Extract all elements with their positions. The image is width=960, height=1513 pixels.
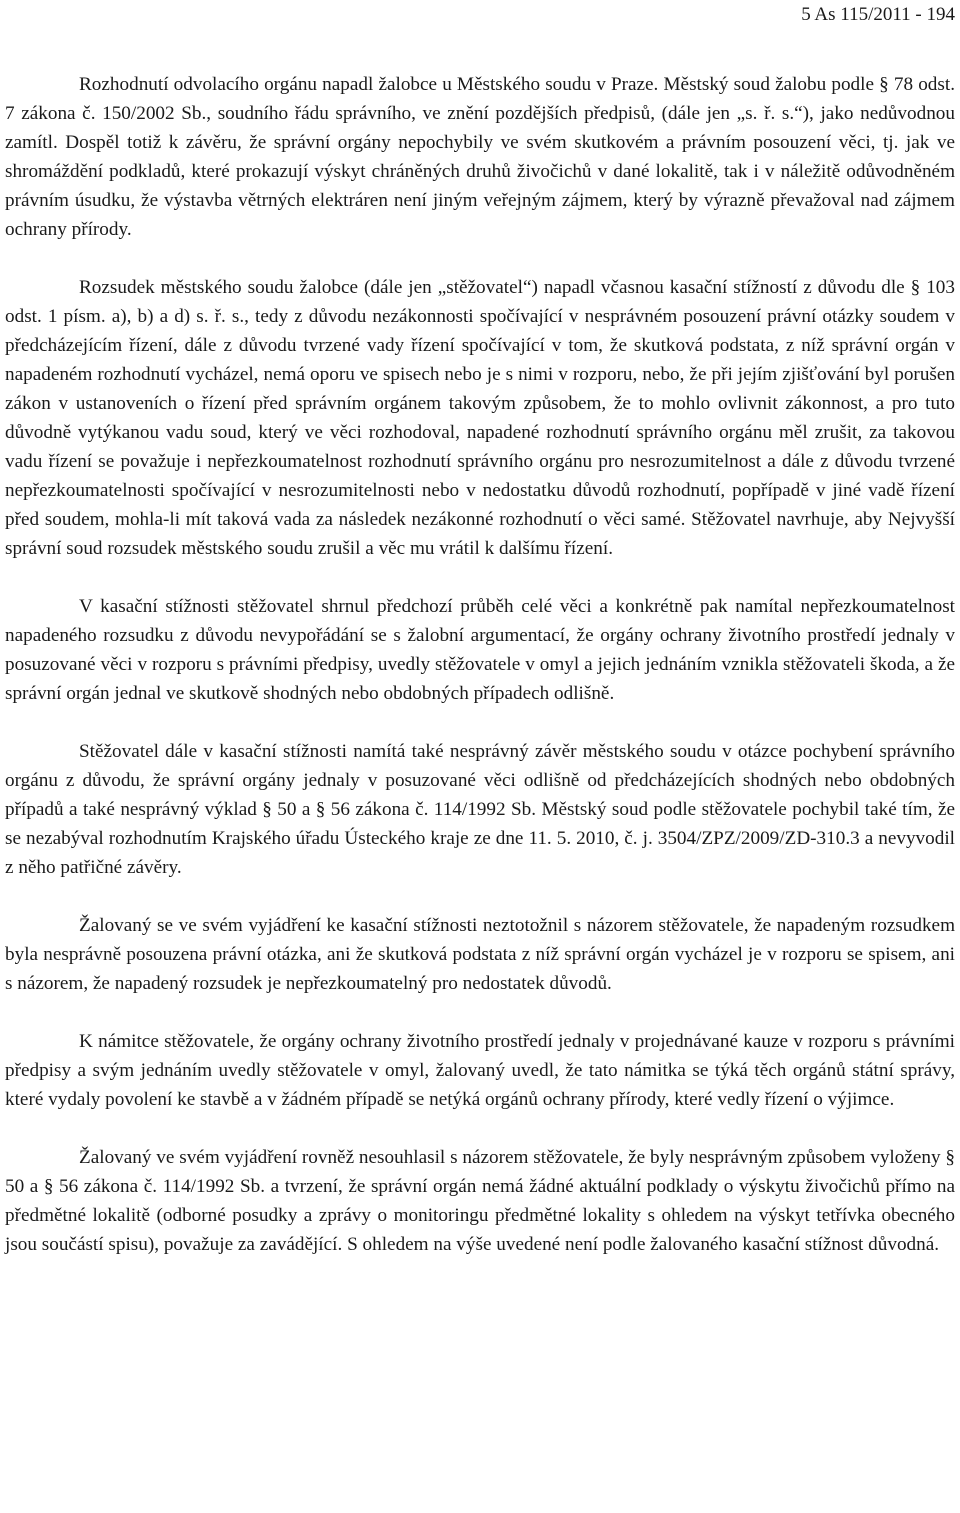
case-reference-header: 5 As 115/2011 - 194 — [801, 4, 955, 25]
paragraph-defendant-conclusion: Žalovaný ve svém vyjádření rovněž nesouhlasil s názorem stěžovatele, že byly nesprávným způsobem vyloženy § 50 a § 56 zákona č. 114/1992 Sb. a tvrzení, že správní orgán nemá žádné aktuální podklady o výskytu živočichů přímo na předmětné lokalitě (odborné posudky a zprávy o monitoringu předmětné lokality s ohledem na výskyt tetřívka obecného jsou součástí spisu), považuje za zavádějící. S ohledem na výše uvedené není podle žalovaného kasační stížnost důvodná. — [5, 1147, 955, 1255]
paragraph-appeal-rejected: Rozhodnutí odvolacího orgánu napadl žalobce u Městského soudu v Praze. Městský soud žalobu podle § 78 odst. 7 zákona č. 150/2002 Sb., soudního řádu správního, ve znění pozdějších předpisů, (dále jen „s. ř. s.“), jako nedůvodnou zamítl. Dospěl totiž k závěru, že správní orgány nepochybily ve svém skutkovém a právním posouzení věci, tj. jak ve shromáždění podkladů, které prokazují výskyt chráněných druhů živočichů v dané lokalitě, tak i v náležitě odůvodněném právním úsudku, že výstavba větrných elektráren není jiným veřejným zájmem, který by výrazně převažoval nad zájmem ochrany přírody. — [5, 74, 955, 240]
paragraph-complainant-objections: V kasační stížnosti stěžovatel shrnul předchozí průběh celé věci a konkrétně pak namítal nepřezkoumatelnost napadeného rozsudku z důvodu nevypořádání se s žalobní argumentací, že orgány ochrany životního prostředí jednaly v posuzované věci v rozporu s právními předpisy, uvedly stěžovatele v omyl a jejich jednáním vznikla stěžovateli škoda, a že správní orgán jednal ve skutkově shodných nebo obdobných případech odlišně. — [5, 596, 955, 704]
paragraph-defendant-on-authorities: K námitce stěžovatele, že orgány ochrany životního prostředí jednaly v projednávané kauze v rozporu s právními předpisy a svým jednáním uvedly stěžovatele v omyl, žalovaný uvedl, že tato námitka se týká těch orgánů státní správy, které vydaly povolení ke stavbě a v žádném případě se netýká orgánů ochrany přírody, které vedly řízení o výjimce. — [5, 1031, 955, 1110]
paragraph-complainant-further-objections: Stěžovatel dále v kasační stížnosti namítá také nesprávný závěr městského soudu v otázce pochybení správního orgánu z důvodu, že správní orgány jednaly v posuzované věci odlišně od předcházejících shodných nebo obdobných případů a také nesprávný výklad § 50 a § 56 zákona č. 114/1992 Sb. Městský soud podle stěžovatele pochybil také tím, že se nezabýval rozhodnutím Krajského úřadu Ústeckého kraje ze dne 11. 5. 2010, č. j. 3504/ZPZ/2009/ZD-310.3 a nevyvodil z něho patřičné závěry. — [5, 741, 955, 878]
paragraph-defendant-response: Žalovaný se ve svém vyjádření ke kasační stížnosti neztotožnil s názorem stěžovatele, že napadeným rozsudkem byla nesprávně posouzena právní otázka, ani že skutková podstata z níž správní orgán vycházel je v rozporu se spisem, ani s názorem, že napadený rozsudek je nepřezkoumatelný pro nedostatek důvodů. — [5, 915, 955, 994]
document-body — [5, 70, 955, 1288]
paragraph-cassation-grounds: Rozsudek městského soudu žalobce (dále jen „stěžovatel“) napadl včasnou kasační stížností z důvodu dle § 103 odst. 1 písm. a), b) a d) s. ř. s., tedy z důvodu nezákonnosti spočívající v nesprávném posouzení právní otázky soudem v předcházejícím řízení, dále z důvodu tvrzené vady řízení spočívající v tom, že skutková podstata, z níž správní orgán v napadeném rozhodnutí vycházel, nemá oporu ve spisech nebo je s nimi v rozporu, nebo, že při jejím zjišťování byl porušen zákon v ustanoveních o řízení před správním orgánem takovým způsobem, že to mohlo ovlivnit zákonnost, a pro tuto důvodně vytýkanou vadu soud, který ve věci rozhodoval, napadené rozhodnutí správního orgánu měl zrušit, za takovou vadu řízení se považuje i nepřezkoumatelnost rozhodnutí správního orgánu pro nesrozumitelnost a dále z důvodu tvrzené nepřezkoumatelnosti spočívající v nesrozumitelnosti nebo v nedostatku důvodů rozhodnutí, popřípadě v jiné vadě řízení před soudem, mohla-li mít taková vada za následek nezákonné rozhodnutí o věci samé. Stěžovatel navrhuje, aby Nejvyšší správní soud rozsudek městského soudu zrušil a věc mu vrátil k dalšímu řízení. — [5, 277, 955, 559]
